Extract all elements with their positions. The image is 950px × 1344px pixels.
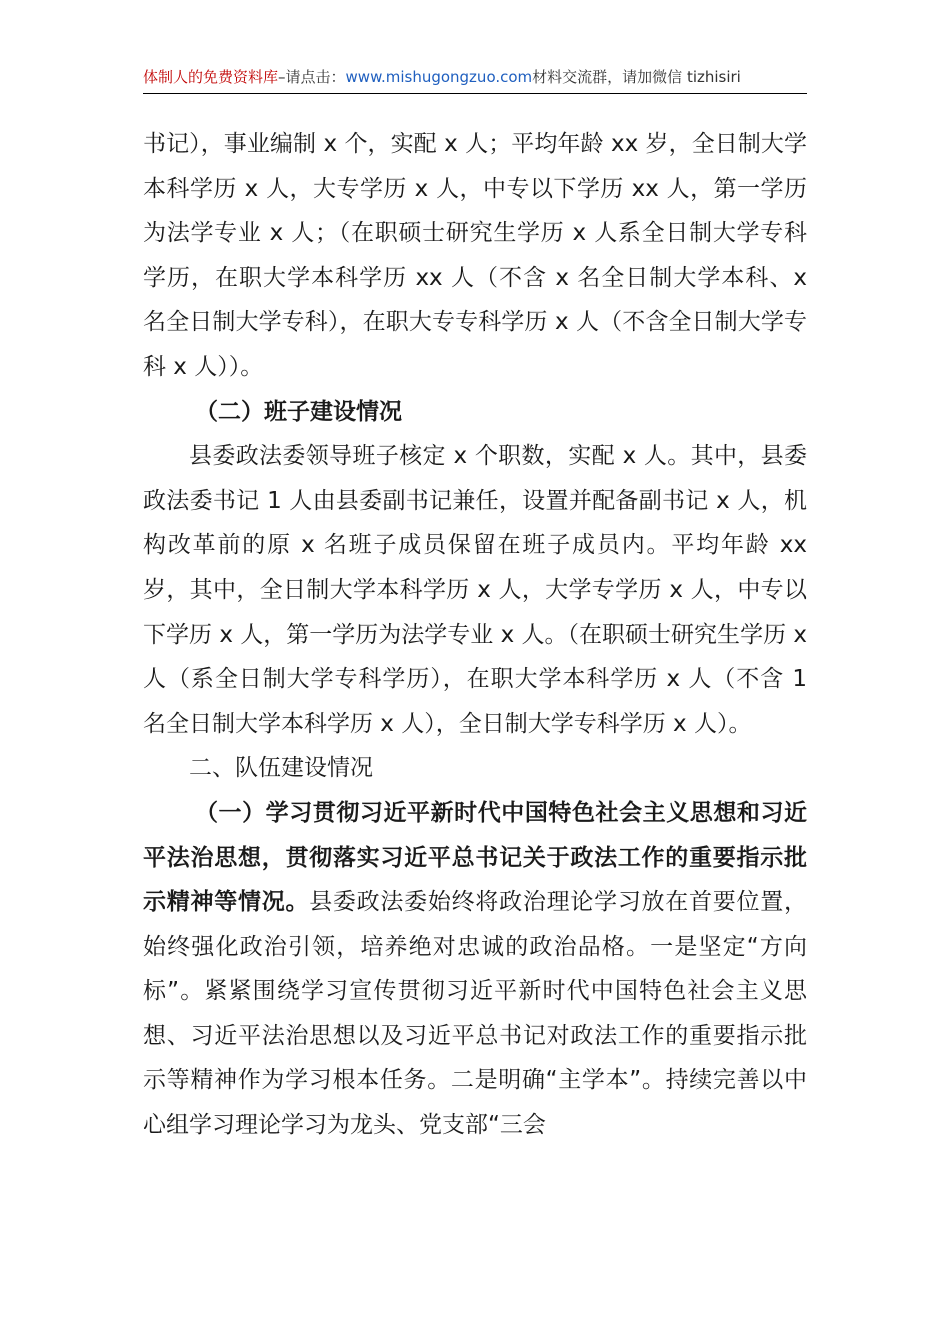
paragraph-study-lead: （一）学习贯彻习近平新时代中国特色社会主义思想和习近平法治思想，贯彻落实习近平总书记关于政法工作的重要指示批示精神等情况。 <box>143 799 807 916</box>
header-note: 材料交流群，请加微信 tizhisiri <box>532 68 741 86</box>
page-header <box>143 66 807 88</box>
header-url-link[interactable]: www.mishugongzuo.com <box>345 68 533 86</box>
section-heading-staff: 二、队伍建设情况 <box>189 755 373 782</box>
paragraph-study-body: 县委政法委始终将政治理论学习放在首要位置，始终强化政治引领，培养绝对忠诚的政治品格。一是坚定“方向标”。紧紧围绕学习宣传贯彻习近平新时代中国特色社会主义思想、习近平法治思想以及习近平总书记对政法工作的重要指示批示等精神作为学习根本任务。二是明确“主学本”。持续完善以中心组学习理论学习为龙头、党支部“三会 <box>143 889 808 1139</box>
paragraph-team-construction: 县委政法委领导班子核定 x 个职数，实配 x 人。其中，县委政法委书记 1 人由县委副书记兼任，设置并配备副书记 x 人，机构改革前的原 x 名班子成员保留在班子成员内。平均年龄 xx 岁，其中，全日制大学本科学历 x 人，大学专学历 x 人，中专以下学历 x 人，第一学历为法学专业 x 人。（在职硕士研究生学历 x 人（系全日制大学专科学历），在职大学本科学历 x 人（不含 1 名全日制大学本科学历 x 人），全日制大学专科学历 x 人）。 <box>143 443 807 737</box>
paragraph-continuation: 书记），事业编制 x 个，实配 x 人；平均年龄 xx 岁，全日制大学本科学历 x 人，大专学历 x 人，中专以下学历 xx 人，第一学历为法学专业 x 人；（在职硕士研究生学历 x 人系全日制大学专科学历，在职大学本科学历 xx 人（不含 x 名全日制大学本科、x 名全日制大学专科），在职大专专科学历 x 人（不含全日制大学专科 x 人））。 <box>143 131 807 380</box>
header-prompt: –请点击： <box>278 68 346 86</box>
header-brand: 体制人的免费资料库 <box>143 68 279 86</box>
document-body <box>143 122 807 1148</box>
section-heading-team: （二）班子建设情况 <box>195 398 402 425</box>
header-divider <box>143 93 807 94</box>
paragraph-study <box>143 791 807 1148</box>
